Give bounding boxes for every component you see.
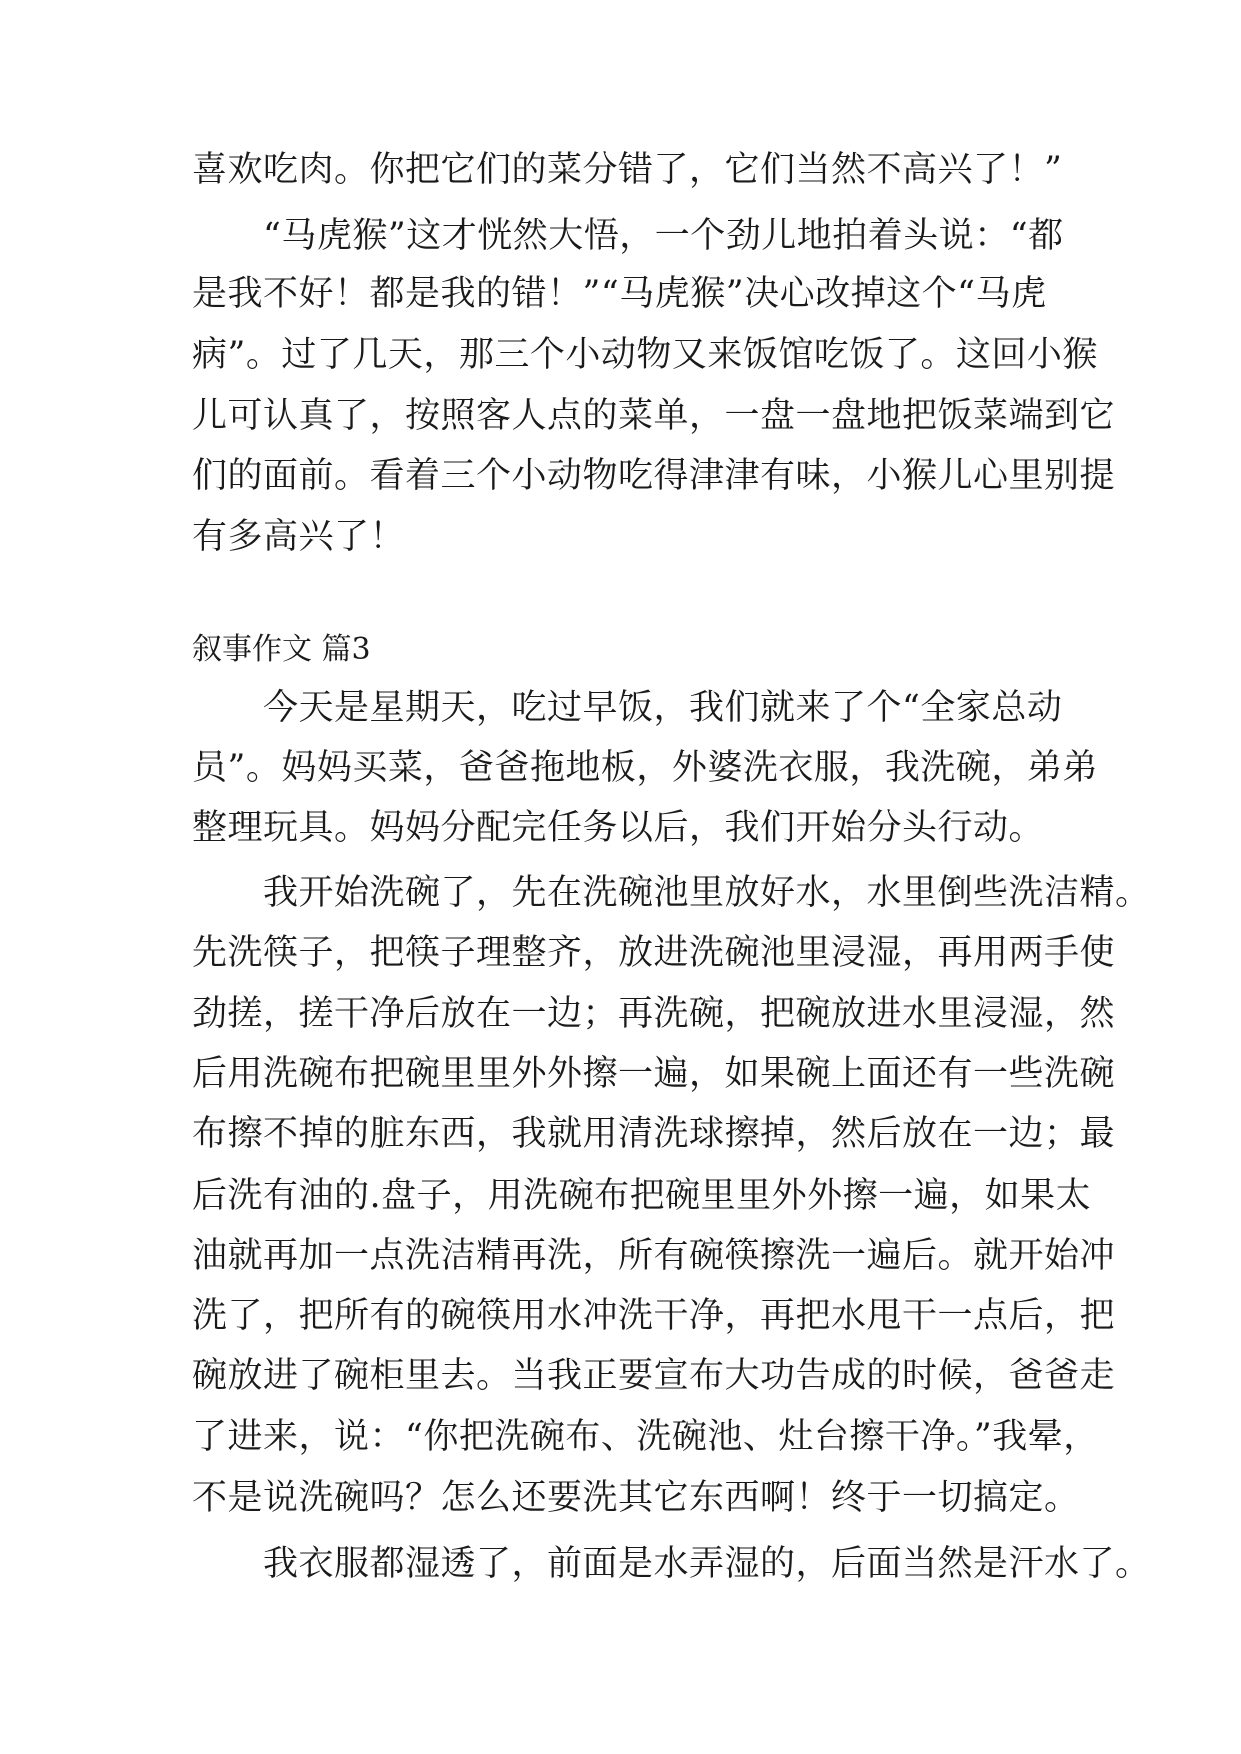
text-line: 洗了，把所有的碗筷用水冲洗干净，再把水甩干一点后，把 bbox=[192, 1296, 1116, 1336]
text-line: 我开始洗碗了，先在洗碗池里放好水，水里倒些洗洁精。 bbox=[192, 873, 1151, 913]
text-line: “马虎猴”这才恍然大悟，一个劲儿地拍着头说：“都 bbox=[192, 216, 1064, 256]
text-line: 油就再加一点洗洁精再洗，所有碗筷擦洗一遍后。就开始冲 bbox=[192, 1236, 1116, 1276]
text-line: 布擦不掉的脏东西，我就用清洗球擦掉，然后放在一边；最 bbox=[192, 1114, 1116, 1154]
text-line: 了进来，说：“你把洗碗布、洗碗池、灶台擦干净。”我晕， bbox=[192, 1417, 1099, 1457]
text-line: 们的面前。看着三个小动物吃得津津有味，小猴儿心里别提 bbox=[192, 456, 1116, 496]
text-line: 后用洗碗布把碗里里外外擦一遍，如果碗上面还有一些洗碗 bbox=[192, 1054, 1116, 1094]
text-line: 整理玩具。妈妈分配完任务以后，我们开始分头行动。 bbox=[192, 808, 1045, 848]
text-line: 今天是星期天，吃过早饭，我们就来了个“全家总动 bbox=[192, 688, 1063, 728]
text-line: 先洗筷子，把筷子理整齐，放进洗碗池里浸湿，再用两手使 bbox=[192, 933, 1116, 973]
text-line: 是我不好！都是我的错！”“马虎猴”决心改掉这个“马虎 bbox=[192, 274, 1047, 314]
text-line: 有多高兴了！ bbox=[192, 517, 406, 557]
section-heading: 叙事作文 篇3 bbox=[192, 632, 371, 667]
text-line: 碗放进了碗柜里去。当我正要宣布大功告成的时候，爸爸走 bbox=[192, 1356, 1116, 1396]
text-line: 不是说洗碗吗？怎么还要洗其它东西啊！终于一切搞定。 bbox=[192, 1478, 1080, 1518]
text-line: 病”。过了几天，那三个小动物又来饭馆吃饭了。这回小猴 bbox=[192, 335, 1098, 375]
text-line: 后洗有油的.盘子，用洗碗布把碗里里外外擦一遍，如果太 bbox=[192, 1176, 1092, 1216]
text-line: 劲搓，搓干净后放在一边；再洗碗，把碗放进水里浸湿，然 bbox=[192, 994, 1116, 1034]
text-line: 我衣服都湿透了，前面是水弄湿的，后面当然是汗水了。 bbox=[192, 1544, 1151, 1584]
text-line: 喜欢吃肉。你把它们的菜分错了，它们当然不高兴了！” bbox=[192, 150, 1063, 190]
text-line: 员”。妈妈买菜，爸爸拖地板，外婆洗衣服，我洗碗，弟弟 bbox=[192, 748, 1098, 788]
text-line: 儿可认真了，按照客人点的菜单，一盘一盘地把饭菜端到它 bbox=[192, 396, 1116, 436]
